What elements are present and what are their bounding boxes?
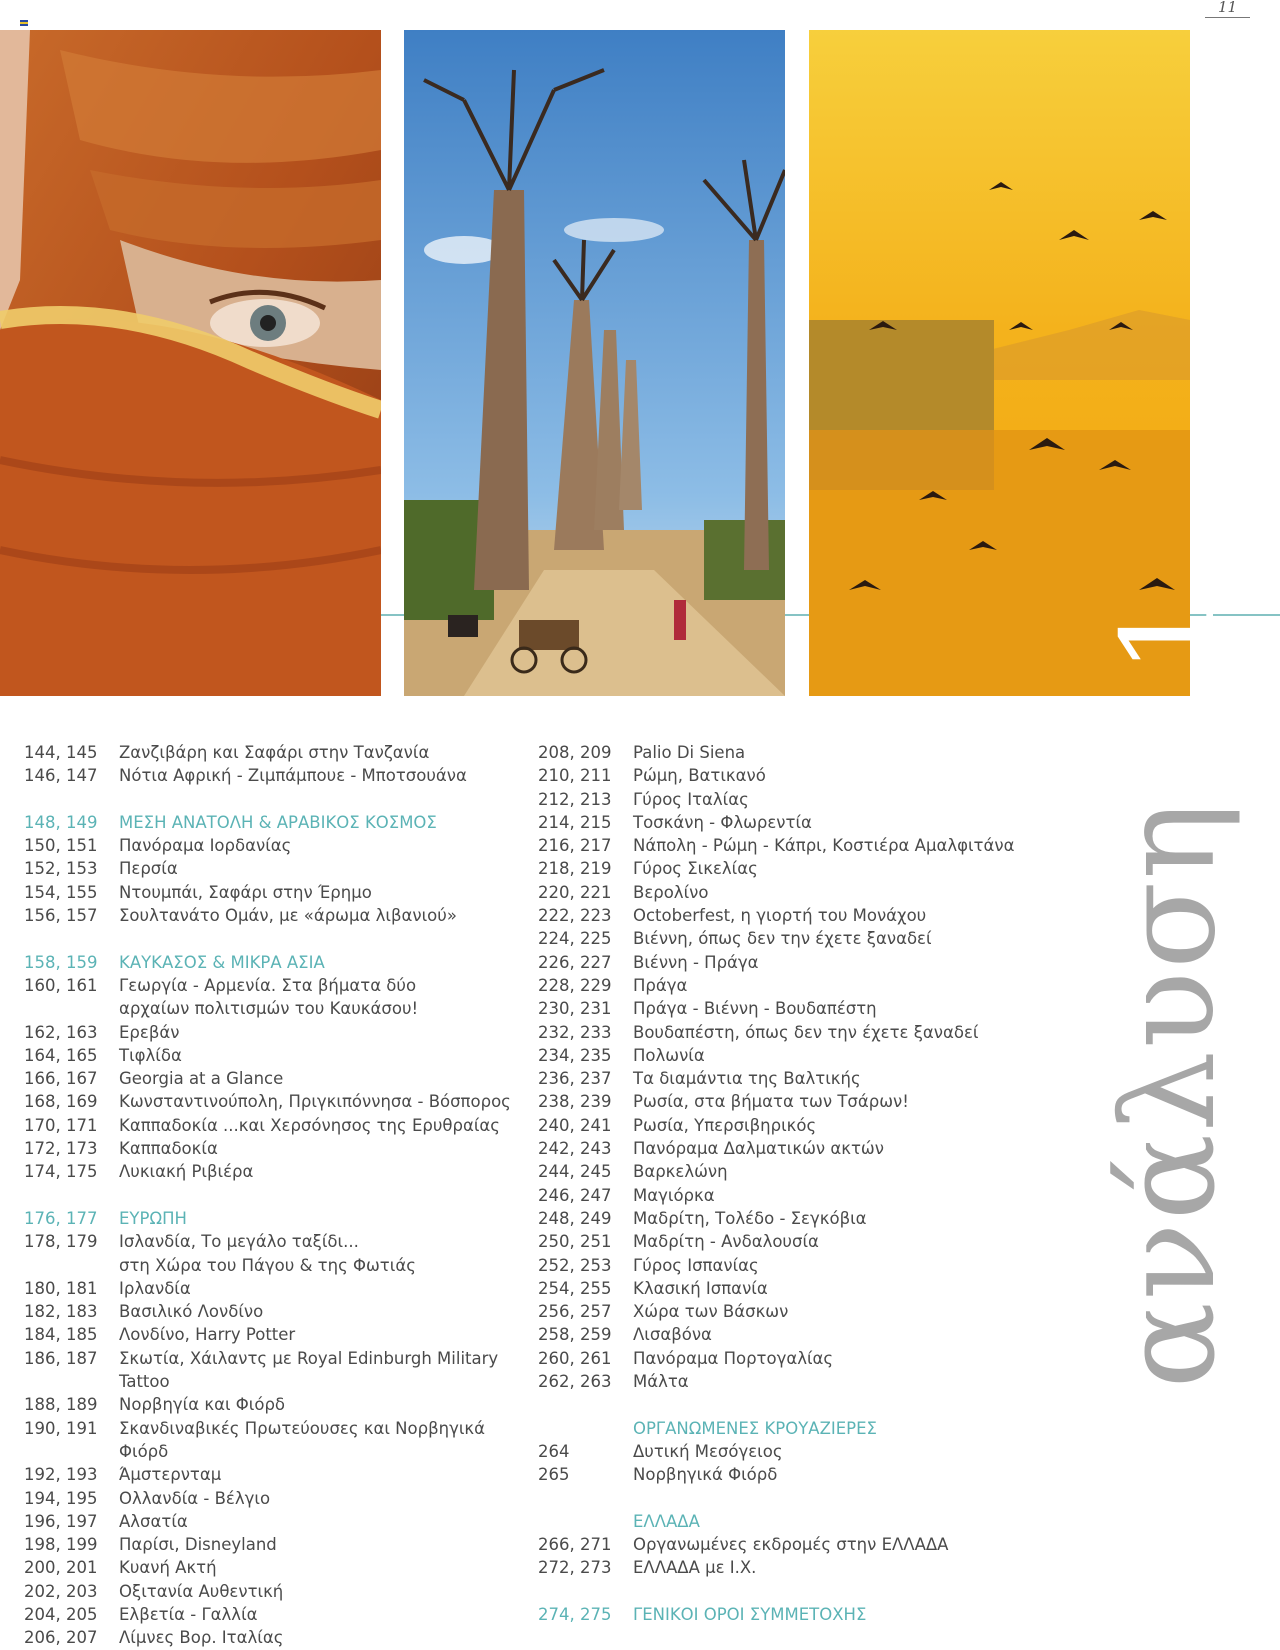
toc-entry [24,974,524,997]
toc-pages: 246, 247 [538,1185,612,1205]
toc-pages: 184, 185 [24,1325,98,1345]
toc-title: Μαδρίτη - Ανδαλουσία [633,1232,819,1252]
toc-entry [24,1580,524,1603]
photo-veiled-woman [0,30,381,696]
toc-entry [24,764,524,787]
toc-entry [24,1230,524,1253]
toc-title: αρχαίων πολιτισμών του Καυκάσου! [119,999,419,1019]
toc-title: Πολωνία [633,1045,705,1065]
toc-pages: 196, 197 [24,1511,98,1531]
toc-entry [24,997,524,1020]
toc-title: Ελβετία - Γαλλία [119,1604,258,1624]
toc-pages: 148, 149 [24,812,98,832]
toc-title: Γεωργία - Αρμενία. Στα βήματα δύο [119,975,417,995]
toc-entry [24,1137,524,1160]
toc-pages: 186, 187 [24,1348,98,1368]
toc-entry [24,834,524,857]
toc-entry [538,1323,1038,1346]
toc-spacer [538,1580,1038,1603]
toc-title: Βασιλικό Λονδίνο [119,1302,264,1322]
toc-entry [24,1021,524,1044]
toc-pages: 170, 171 [24,1115,98,1135]
toc-title: Σκανδιναβικές Πρωτεύουσες και Νορβηγικά [119,1418,486,1438]
toc-pages: 232, 233 [538,1022,612,1042]
toc-title: Γύρος Ιταλίας [633,789,749,809]
toc-entry [24,1463,524,1486]
toc-entry [538,1021,1038,1044]
toc-pages: 256, 257 [538,1302,612,1322]
teal-rule [381,614,404,616]
toc-title: Χώρα των Βάσκων [633,1302,789,1322]
toc-pages: 274, 275 [538,1604,612,1624]
toc-entry [24,1626,524,1649]
toc-section-heading [24,951,524,974]
toc-entry [24,857,524,880]
toc-section-heading [24,1207,524,1230]
toc-entry [538,1533,1038,1556]
toc-entry [24,1370,524,1393]
toc-pages: 222, 223 [538,906,612,926]
toc-title: Πανόραμα Δαλματικών ακτών [633,1139,884,1159]
toc-pages: 202, 203 [24,1581,98,1601]
toc-pages: 230, 231 [538,999,612,1019]
toc-title: Πράγα - Βιέννη - Βουδαπέστη [633,999,877,1019]
toc-pages: 252, 253 [538,1255,612,1275]
toc-pages: 214, 215 [538,812,612,832]
toc-section-heading [538,1603,1038,1626]
toc-entry [538,1067,1038,1090]
toc-section-heading [538,1417,1038,1440]
toc-entry [24,1603,524,1626]
toc-pages: 272, 273 [538,1558,612,1578]
vertical-title [1095,591,1244,1389]
toc-pages: 160, 161 [24,975,98,995]
toc-title: Ρωσία, Υπερσιβηρικός [633,1115,817,1135]
toc-entry [538,1114,1038,1137]
toc-title: Οξιτανία Αυθεντική [119,1581,284,1601]
toc-title: Βιέννη - Πράγα [633,952,759,972]
toc-pages: 172, 173 [24,1139,98,1159]
toc-entry [538,1090,1038,1113]
toc-title: ΜΕΣΗ ΑΝΑΤΟΛΗ & ΑΡΑΒΙΚΟΣ ΚΟΣΜΟΣ [119,812,437,832]
toc-entry [24,741,524,764]
toc-pages: 164, 165 [24,1045,98,1065]
toc-pages: 228, 229 [538,975,612,995]
toc-entry [538,811,1038,834]
toc-pages: 240, 241 [538,1115,612,1135]
toc-title: Κυανή Ακτή [119,1558,217,1578]
toc-pages: 152, 153 [24,859,98,879]
toc-pages: 210, 211 [538,766,612,786]
toc-title: Ζανζιβάρη και Σαφάρι στην Τανζανία [119,743,430,762]
toc-entry [538,788,1038,811]
toc-pages: 236, 237 [538,1069,612,1089]
toc-pages: 144, 145 [24,743,98,762]
toc-pages: 242, 243 [538,1139,612,1159]
toc-entry [24,1090,524,1113]
toc-pages: 266, 271 [538,1535,612,1555]
toc-title: Πανόραμα Ιορδανίας [119,836,292,856]
toc-pages: 208, 209 [538,743,612,762]
toc-title: Τοσκάνη - Φλωρεντία [633,812,812,832]
toc-pages [538,1417,633,1440]
page-number-rule [1205,17,1250,18]
toc-pages: 250, 251 [538,1232,612,1252]
toc-entry [24,1300,524,1323]
toc-title: ΕΛΛΑΔΑ με Ι.Χ. [633,1558,757,1578]
toc-entry [538,1277,1038,1300]
toc-entry [538,1230,1038,1253]
toc-pages: 264 [538,1441,570,1461]
toc-pages: 150, 151 [24,836,98,856]
toc-pages: 238, 239 [538,1092,612,1112]
toc-title: Γύρος Ισπανίας [633,1255,759,1275]
toc-title: Άμστερνταμ [119,1465,222,1485]
toc-title: Ολλανδία - Βέλγιο [119,1488,271,1508]
toc-pages: 154, 155 [24,882,98,902]
toc-pages: 180, 181 [24,1278,98,1298]
toc-pages: 234, 235 [538,1045,612,1065]
toc-title: Ισλανδία, Το μεγάλο ταξίδι... [119,1232,359,1252]
toc-entry [538,1347,1038,1370]
toc-spacer [24,1184,524,1207]
toc-pages: 262, 263 [538,1372,612,1392]
toc-column-right [538,741,1038,1626]
toc-entry [538,927,1038,950]
toc-title: Τιφλίδα [119,1045,182,1065]
toc-pages: 204, 205 [24,1604,98,1624]
toc-entry [538,974,1038,997]
toc-pages [24,1370,119,1393]
toc-entry [538,1370,1038,1393]
toc-pages: 254, 255 [538,1278,612,1298]
toc-title: Ερεβάν [119,1022,180,1042]
toc-pages: 212, 213 [538,789,612,809]
toc-section-heading [538,1510,1038,1533]
toc-title: Βουδαπέστη, όπως δεν την έχετε ξαναδεί [633,1022,979,1042]
toc-pages: 260, 261 [538,1348,612,1368]
toc-title: Τα διαμάντια της Βαλτικής [633,1069,861,1089]
toc-pages: 162, 163 [24,1022,98,1042]
toc-pages: 216, 217 [538,836,612,856]
toc-column-left [24,741,524,1650]
toc-entry [538,1440,1038,1463]
toc-pages: 226, 227 [538,952,612,972]
toc-entry [24,1254,524,1277]
toc-spacer [538,1393,1038,1416]
toc-pages [538,1510,633,1533]
toc-title: Ντουμπάι, Σαφάρι στην Έρημο [119,882,372,902]
toc-entry [24,904,524,927]
toc-title: Νότια Αφρική - Ζιμπάμπουε - Μποτσουάνα [119,766,467,786]
toc-entry [538,1207,1038,1230]
toc-entry [24,1067,524,1090]
toc-title: Πράγα [633,975,688,995]
toc-pages [24,1254,119,1277]
toc-entry [538,1556,1038,1579]
toc-entry [538,1463,1038,1486]
toc-title: Ιρλανδία [119,1278,191,1298]
toc-pages: 258, 259 [538,1325,612,1345]
toc-title: Σουλτανάτο Ομάν, με «άρωμα λιβανιού» [119,906,457,926]
toc-title: ΕΛΛΑΔΑ [633,1511,700,1531]
toc-entry [538,1160,1038,1183]
toc-pages: 206, 207 [24,1628,98,1648]
toc-entry [538,1254,1038,1277]
toc-entry [24,1440,524,1463]
toc-title: Λυκιακή Ριβιέρα [119,1162,254,1182]
toc-pages [24,997,119,1020]
toc-title: Κωνσταντινούπολη, Πριγκιπόννησα - Βόσπορος [119,1092,511,1112]
toc-pages: 192, 193 [24,1465,98,1485]
toc-entry [24,1114,524,1137]
toc-title: Αλσατία [119,1511,188,1531]
toc-pages: 166, 167 [24,1069,98,1089]
toc-title: Οργανωμένες εκδρομές στην ΕΛΛΑΔΑ [633,1535,949,1555]
toc-pages: 158, 159 [24,952,98,972]
toc-pages: 218, 219 [538,859,612,879]
toc-entry [24,1393,524,1416]
toc-title: Σκωτία, Χάιλαντς με Royal Edinburgh Military [119,1348,499,1368]
toc-pages: 176, 177 [24,1208,98,1228]
toc-pages: 265 [538,1465,570,1485]
toc-spacer [538,1487,1038,1510]
toc-pages: 200, 201 [24,1558,98,1578]
toc-pages [24,1440,119,1463]
toc-entry [538,1300,1038,1323]
toc-title: Φιόρδ [119,1441,169,1461]
toc-pages: 146, 147 [24,766,98,786]
photo-baobab-avenue [404,30,785,696]
toc-pages: 244, 245 [538,1162,612,1182]
toc-entry [24,1044,524,1067]
vertical-title-word: ανάλυση [1095,800,1244,1389]
toc-entry [24,1417,524,1440]
toc-title: Μάλτα [633,1372,689,1392]
toc-title: Georgia at a Glance [119,1069,284,1089]
toc-entry [538,951,1038,974]
toc-entry [24,1556,524,1579]
toc-title: Δυτική Μεσόγειος [633,1441,783,1461]
toc-title: Ρώμη, Βατικανό [633,766,766,786]
toc-entry [24,1323,524,1346]
toc-spacer [24,788,524,811]
toc-title: Νορβηγία και Φιόρδ [119,1395,286,1415]
toc-title: Ρωσία, στα βήματα των Τσάρων! [633,1092,909,1112]
toc-title: Παρίσι, Disneyland [119,1535,277,1555]
toc-entry [24,881,524,904]
toc-entry [538,741,1038,764]
toc-pages: 220, 221 [538,882,612,902]
toc-title: Βιέννη, όπως δεν την έχετε ξαναδεί [633,929,932,949]
flag-icon [20,20,28,26]
toc-entry [538,1184,1038,1207]
toc-entry [538,881,1038,904]
toc-title: Γύρος Σικελίας [633,859,758,879]
toc-title: Tattoo [119,1372,170,1392]
toc-entry [538,857,1038,880]
toc-title: Νάπολη - Ρώμη - Κάπρι, Κοστιέρα Αμαλφιτάνα [633,836,1015,856]
vertical-title-pages: 11 [1095,591,1244,759]
toc-pages: 194, 195 [24,1488,98,1508]
toc-pages: 168, 169 [24,1092,98,1112]
toc-pages: 174, 175 [24,1162,98,1182]
toc-pages: 248, 249 [538,1208,612,1228]
toc-entry [538,904,1038,927]
teal-rule [785,614,809,616]
page-number: 11 [1217,0,1238,16]
toc-title: Νορβηγικά Φιόρδ [633,1465,778,1485]
toc-title: Βερολίνο [633,882,709,902]
toc-title: ΟΡΓΑΝΩΜΕΝΕΣ ΚΡΟΥΑΖΙΕΡΕΣ [633,1418,877,1438]
toc-title: Κλασική Ισπανία [633,1278,768,1298]
toc-title: ΓΕΝΙΚΟΙ ΟΡΟΙ ΣΥΜΜΕΤΟΧΗΣ [633,1604,867,1624]
toc-pages: 178, 179 [24,1232,98,1252]
toc-section-heading [24,811,524,834]
toc-pages: 190, 191 [24,1418,98,1438]
toc-title: Μαγιόρκα [633,1185,715,1205]
toc-title: στη Χώρα του Πάγου & της Φωτιάς [119,1255,416,1275]
toc-entry [538,1044,1038,1067]
toc-entry [538,997,1038,1020]
toc-entry [24,1347,524,1370]
toc-title: Βαρκελώνη [633,1162,728,1182]
toc-pages: 198, 199 [24,1535,98,1555]
toc-title: Καππαδοκία [119,1139,218,1159]
toc-pages: 182, 183 [24,1302,98,1322]
toc-entry [538,834,1038,857]
toc-title: Λίμνες Βορ. Ιταλίας [119,1628,284,1648]
toc-entry [538,764,1038,787]
toc-title: ΕΥΡΩΠΗ [119,1208,187,1228]
toc-title: ΚΑΥΚΑΣΟΣ & ΜΙΚΡΑ ΑΣΙΑ [119,952,325,972]
toc-pages: 188, 189 [24,1395,98,1415]
toc-entry [24,1277,524,1300]
toc-entry [24,1533,524,1556]
toc-spacer [24,927,524,950]
toc-entry [24,1510,524,1533]
toc-title: Μαδρίτη, Τολέδο - Σεγκόβια [633,1208,867,1228]
toc-entry [538,1137,1038,1160]
toc-title: Καππαδοκία ...και Χερσόνησος της Ερυθραίας [119,1115,500,1135]
toc-title: Λισαβόνα [633,1325,712,1345]
toc-title: Περσία [119,859,178,879]
toc-title: Λονδίνο, Harry Potter [119,1325,296,1345]
toc-pages: 156, 157 [24,906,98,926]
toc-title: Πανόραμα Πορτογαλίας [633,1348,834,1368]
toc-entry [24,1487,524,1510]
toc-title: Octoberfest, η γιορτή του Μονάχου [633,906,927,926]
toc-title: Palio Di Siena [633,743,746,762]
toc-pages: 224, 225 [538,929,612,949]
toc-entry [24,1160,524,1183]
